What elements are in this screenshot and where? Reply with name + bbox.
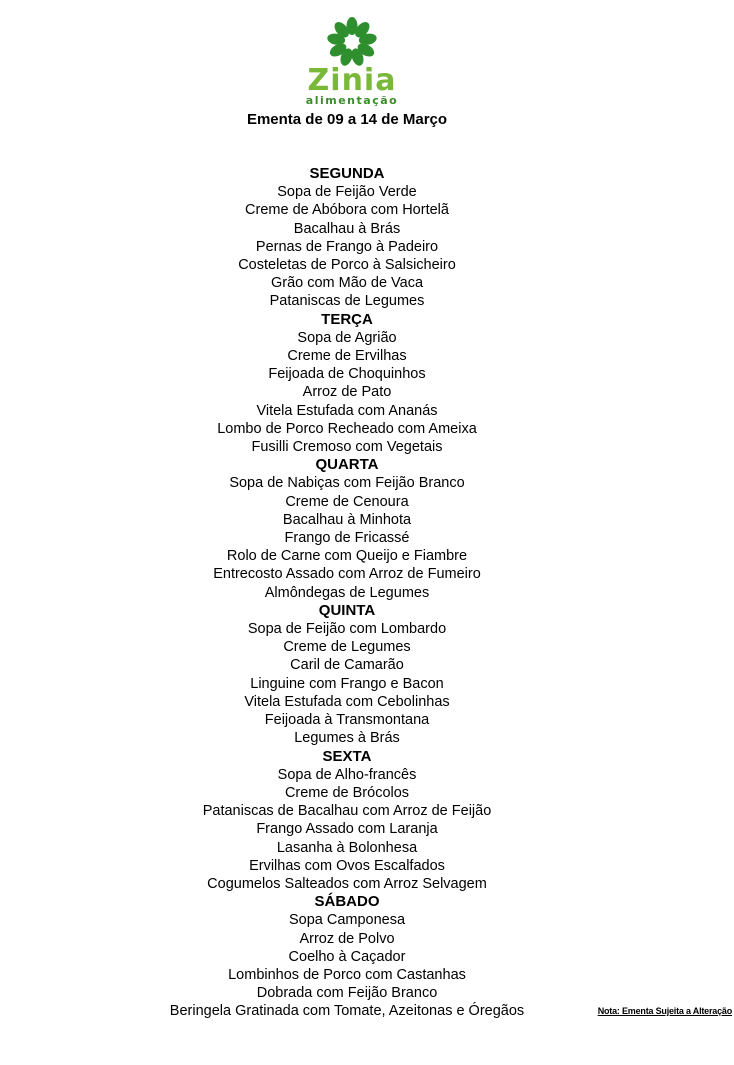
dish-item: Pernas de Frango à Padeiro — [255, 238, 439, 255]
dish-item: Creme de Brócolos — [284, 784, 410, 801]
dish-item: Sopa de Feijão com Lombardo — [247, 621, 447, 638]
dish-item: Arroz de Pato — [302, 384, 392, 401]
dish-item: Almôndegas de Legumes — [264, 584, 430, 601]
dish-item: Cogumelos Salteados com Arroz Selvagem — [207, 875, 487, 892]
day-heading: TERÇA — [321, 310, 373, 328]
brand-name: Zinia — [307, 63, 397, 98]
dish-item: Arroz de Polvo — [299, 930, 395, 947]
brand-subtitle: alimentação — [305, 94, 399, 107]
dish-item: Creme de Abóbora com Hortelã — [245, 202, 449, 219]
dish-item: Lombo de Porco Recheado com Ameixa — [217, 420, 477, 437]
day-heading: QUINTA — [318, 601, 376, 619]
dish-item: Vitela Estufada com Ananás — [256, 402, 438, 419]
dish-item: Bacalhau à Minhota — [282, 511, 412, 528]
dish-item: Ervilhas com Ovos Escalfados — [249, 857, 445, 874]
dish-item: Sopa de Feijão Verde — [277, 184, 417, 201]
day-heading: SEGUNDA — [309, 165, 385, 182]
brand-logo — [300, 14, 410, 109]
dish-item: Bacalhau à Brás — [293, 220, 401, 237]
dish-item: Beringela Gratinada com Tomate, Azeitonas e Óregãos — [169, 1003, 525, 1020]
day-heading: QUARTA — [315, 456, 379, 474]
change-notice: Nota: Ementa Sujeita a Alteração — [597, 1006, 732, 1016]
page-title: Ementa de 09 a 14 de Março — [246, 111, 448, 128]
weekly-menu — [0, 165, 694, 1021]
dish-item: Sopa de Nabiças com Feijão Branco — [229, 475, 465, 492]
dish-item: Rolo de Carne com Queijo e Fiambre — [226, 548, 468, 565]
day-heading: SEXTA — [322, 747, 372, 765]
dish-item: Pataniscas de Legumes — [269, 293, 425, 310]
dish-item: Feijoada à Transmontana — [264, 712, 430, 729]
dish-item: Grão com Mão de Vaca — [270, 275, 424, 292]
dish-item: Creme de Cenoura — [285, 493, 409, 510]
dish-item: Vitela Estufada com Cebolinhas — [244, 693, 450, 710]
dish-item: Costeletas de Porco à Salsicheiro — [238, 257, 456, 274]
dish-item: Sopa de Agrião — [297, 329, 397, 346]
dish-item: Linguine com Frango e Bacon — [250, 675, 444, 692]
dish-item: Coelho à Caçador — [288, 948, 406, 965]
dish-item: Frango de Fricassé — [284, 530, 410, 547]
dish-item: Creme de Ervilhas — [287, 348, 407, 365]
dish-item: Lombinhos de Porco com Castanhas — [228, 966, 466, 983]
day-heading: SÁBADO — [314, 893, 380, 911]
dish-item: Caril de Camarão — [290, 657, 404, 674]
dish-item: Pataniscas de Bacalhau com Arroz de Feijão — [202, 803, 492, 820]
dish-item: Sopa Camponesa — [288, 912, 406, 929]
dish-item: Creme de Legumes — [283, 639, 411, 656]
flower-logo-icon — [300, 14, 410, 109]
dish-item: Lasanha à Bolonhesa — [276, 839, 418, 856]
dish-item: Frango Assado com Laranja — [256, 821, 438, 838]
dish-item: Sopa de Alho-francês — [277, 766, 417, 783]
dish-item: Feijoada de Choquinhos — [268, 366, 426, 383]
dish-item: Fusilli Cremoso com Vegetais — [251, 439, 443, 456]
dish-item: Entrecosto Assado com Arroz de Fumeiro — [213, 566, 481, 583]
dish-item: Dobrada com Feijão Branco — [256, 985, 438, 1002]
dish-item: Legumes à Brás — [294, 730, 400, 747]
